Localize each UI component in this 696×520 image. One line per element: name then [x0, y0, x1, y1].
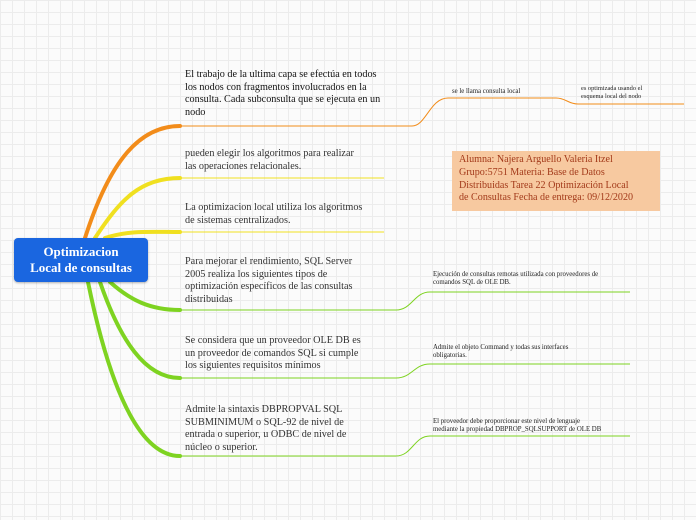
branch-connector-1 [85, 126, 180, 238]
branch-topic-4[interactable]: Para mejorar el rendimiento, SQL Server 2005 realiza los siguientes tipos de optimización específicos de las consultas distribuidas [185, 256, 353, 305]
branch-connector-4 [110, 282, 180, 310]
branch-topic-3[interactable]: La optimizacion local utiliza los algoritmos de sistemas centralizados. [185, 202, 363, 226]
branch-connector-5 [100, 282, 180, 378]
sub-connector-1-1 [556, 98, 578, 104]
subtopic-consulta-local[interactable]: se le llama consulta local [452, 88, 521, 95]
branch-topic-6[interactable]: Admite la sintaxis DBPROPVAL SQL SUBMINIMUM o SQL-92 de nivel de entrada o superior, u ODBC de nivel de núcleo o superior. [185, 404, 347, 453]
sub-connector-4 [396, 292, 430, 310]
sub-connector-1 [412, 98, 448, 126]
branch-topic-1[interactable]: El trabajo de la ultima capa se efectúa en todos los nodos con fragmentos involucrados en la consulta. Cada subconsulta que se ejecuta en un nodo [185, 69, 381, 118]
subtopic-dbprop-sqlsupport[interactable]: El proveedor debe proporcionar este nivel de lenguaje mediante la propiedad DBPROP_SQLSUPPORT de OLE DB [433, 418, 602, 434]
subtopic-objeto-command[interactable]: Admite el objeto Command y todas sus interfaces obligatorias. [433, 344, 569, 360]
floating-note[interactable]: Alumna: Najera Arguello Valeria Itzel Grupo:5751 Materia: Base de Datos Distribuidas Tarea 22 Optimización Local de Consultas Fecha de entrega: 09/12/2020 [452, 151, 660, 211]
subtopic-consultas-remotas[interactable]: Ejecución de consultas remotas utilizada con proveedores de comandos SQL de OLE DB. [433, 271, 599, 287]
branch-topic-5[interactable]: Se considera que un proveedor OLE DB es un proveedor de comandos SQL si cumple los siguientes requisitos mínimos [185, 335, 361, 372]
subtopic-esquema-local[interactable]: es optimizada usando el esquema local del nodo [581, 85, 643, 100]
central-topic[interactable]: Optimizacion Local de consultas [14, 238, 148, 282]
branch-connector-2 [95, 178, 180, 238]
branch-topic-2[interactable]: pueden elegir los algoritmos para realizar las operaciones relacionales. [185, 148, 354, 172]
sub-connector-5 [396, 364, 430, 378]
sub-connector-6 [396, 436, 430, 456]
